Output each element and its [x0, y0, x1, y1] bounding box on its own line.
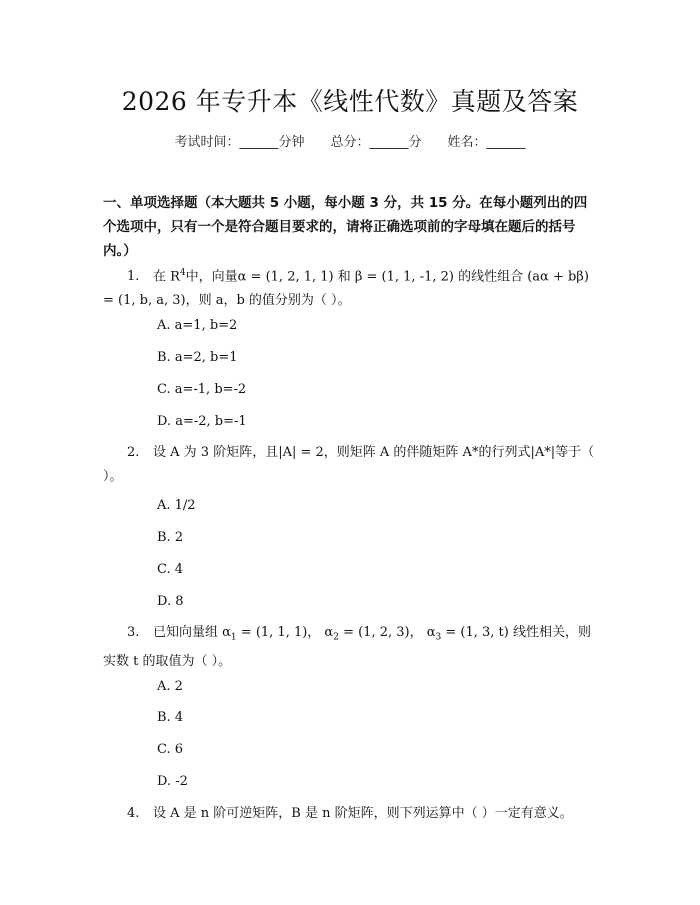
- option-3c: C. 6: [157, 742, 184, 757]
- question-1: [103, 261, 598, 313]
- question-number: 2.: [127, 445, 140, 460]
- option-3b: B. 4: [157, 710, 184, 725]
- question-text: = (1, 1, 1)， α: [236, 625, 334, 640]
- question-number: 1.: [127, 269, 140, 285]
- option-2a: A. 1/2: [157, 498, 196, 513]
- total-score-label: 总分：______分: [330, 135, 422, 150]
- exam-meta: [0, 131, 700, 150]
- option-2b: B. 2: [157, 530, 184, 545]
- section-heading: 一、单项选择题（本大题共 5 小题，每小题 3 分，共 15 分。在每小题列出的四个选项中，只有一个是符合题目要求的，请将正确选项前的字母填在题后的括号内。）: [103, 195, 588, 259]
- question-text: 中，向量α = (1, 2, 1, 1) 和 β = (1, 1, -1, 2) 的线性组合 (aα + bβ) = (1, b, a, 3)，则 a，b 的值分别为（ ）。: [103, 269, 589, 309]
- question-4: [103, 802, 598, 826]
- question-text: = (1, 2, 3)， α: [338, 625, 436, 640]
- option-3d: D. -2: [157, 774, 188, 789]
- question-number: 3.: [127, 625, 140, 640]
- subscript: 3: [435, 632, 442, 643]
- subscript: 1: [230, 632, 237, 643]
- option-2c: C. 4: [157, 562, 184, 577]
- option-1c: C. a=-1, b=-2: [157, 382, 247, 397]
- option-3a: A. 2: [157, 679, 183, 694]
- subscript: 2: [333, 632, 339, 643]
- question-text: 设 A 为 3 阶矩阵，且|A| = 2，则矩阵 A 的伴随矩阵 A*的行列式|A*|等于（ ）。: [103, 445, 595, 484]
- option-2d: D. 8: [157, 594, 184, 609]
- question-text: 已知向量组 α: [153, 625, 231, 640]
- question-3: [103, 621, 598, 674]
- question-text: 设 A 是 n 阶可逆矩阵，B 是 n 阶矩阵，则下列运算中（ ）一定有意义。: [153, 806, 573, 821]
- question-number: 4.: [127, 806, 140, 821]
- option-1d: D. a=-2, b=-1: [157, 414, 247, 429]
- exam-time-label: 考试时间：______分钟: [174, 135, 305, 150]
- superscript: 4: [179, 268, 186, 278]
- student-name-label: 姓名：______: [447, 135, 526, 150]
- option-1b: B. a=2, b=1: [157, 350, 238, 365]
- question-2: [103, 441, 598, 489]
- option-1a: A. a=1, b=2: [157, 318, 238, 333]
- question-text: = (1, 3, t) 线性相关，则实数 t 的取值为（ ）。: [103, 625, 591, 669]
- question-text: 在 R: [153, 269, 180, 285]
- page-title: 2026 年专升本《线性代数》真题及答案: [121, 87, 579, 116]
